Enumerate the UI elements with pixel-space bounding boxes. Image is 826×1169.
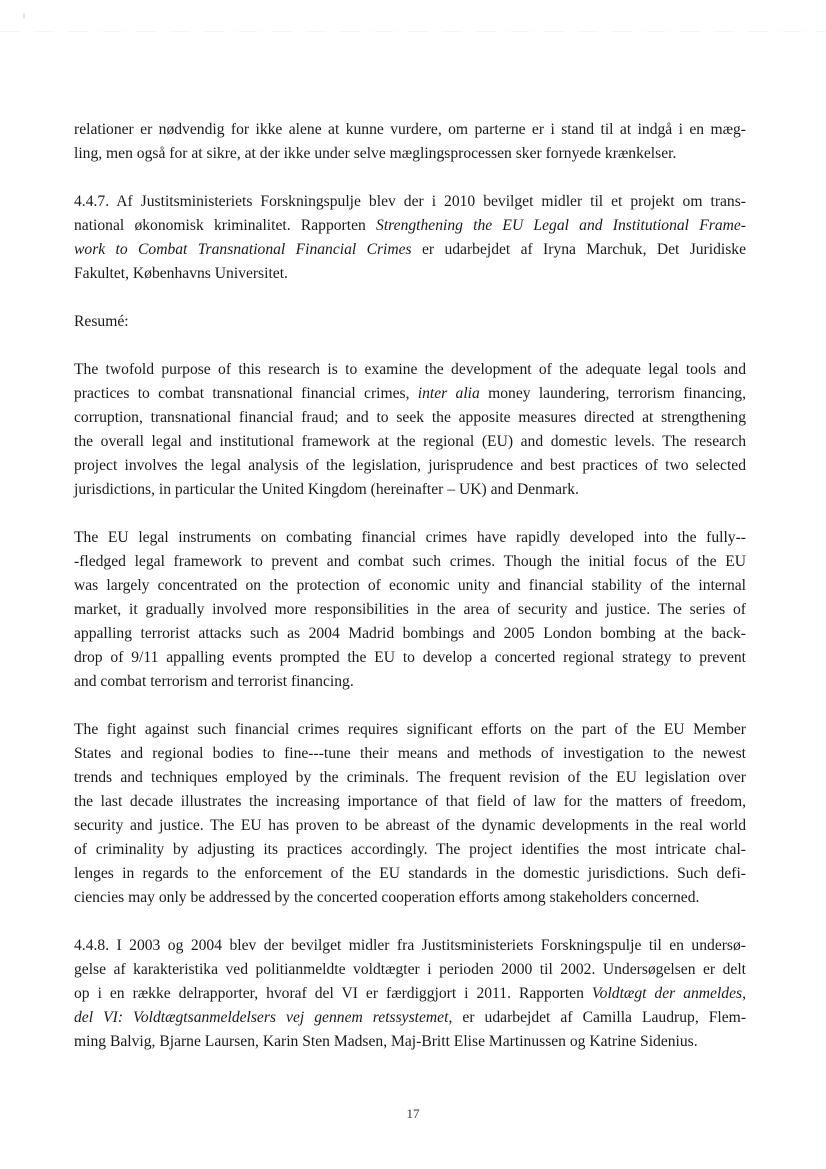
text-line xyxy=(74,526,746,550)
text-line xyxy=(74,862,746,886)
text-run: ming Balvig, Bjarne Laursen, Karin Sten Madsen, Maj-Britt Elise Martinussen og Katrine Sidenius. xyxy=(74,1033,698,1050)
text-run: Resumé: xyxy=(74,313,129,330)
text-line xyxy=(74,190,746,214)
text-line xyxy=(74,718,746,742)
text-line xyxy=(74,838,746,862)
text-run: trends and techniques employed by the criminals. The frequent revision of the EU legislation over xyxy=(74,769,746,786)
text-run: Fakultet, Københavns Universitet. xyxy=(74,265,288,282)
text-run: relationer er nødvendig for ikke alene at kunne vurdere, om parterne er i stand til at indgå i en mæg- xyxy=(74,121,746,138)
text-run: The fight against such financial crimes requires significant efforts on the part of the EU Member xyxy=(74,721,746,738)
text-run: practices to combat transnational financial crimes, xyxy=(74,385,418,402)
paragraph-resume-heading xyxy=(74,310,746,334)
text-run: The EU legal instruments on combating financial crimes have rapidly developed into the fully-- xyxy=(74,529,746,546)
text-run: of criminality by adjusting its practices accordingly. The project identifies the most intricate chal- xyxy=(74,841,746,858)
text-line xyxy=(74,622,746,646)
text-line xyxy=(74,238,746,262)
paragraph-abstract-p3 xyxy=(74,718,746,910)
scan-artifact-mark xyxy=(23,13,25,18)
text-line xyxy=(74,118,746,142)
page-number: 17 xyxy=(406,1106,420,1121)
text-run: national økonomisk kriminalitet. Rapporten xyxy=(74,217,377,234)
text-run: 4.4.7. Af Justitsministeriets Forskningspulje blev der i 2010 bevilget midler til et projekt om trans- xyxy=(74,193,746,210)
text-run: -fledged legal framework to prevent and combat such crimes. Though the initial focus of the EU xyxy=(74,553,746,570)
text-line xyxy=(74,262,746,286)
text-line xyxy=(74,814,746,838)
text-line xyxy=(74,406,746,430)
text-run: project involves the legal analysis of the legislation, jurisprudence and best practices of two selected xyxy=(74,457,746,474)
text-line xyxy=(74,1006,746,1030)
text-run: money laundering, terrorism financing, xyxy=(479,385,746,402)
text-line xyxy=(74,430,746,454)
scan-artifact-line xyxy=(0,31,826,32)
text-line xyxy=(74,358,746,382)
paragraph-section-4-4-8 xyxy=(74,934,746,1054)
text-line xyxy=(74,382,746,406)
italic-title: del VI: Voldtægtsanmeldelsers vej gennem retssystemet xyxy=(74,1009,449,1026)
text-line xyxy=(74,790,746,814)
text-run: ciencies may only be addressed by the concerted cooperation efforts among stakeholders concerned. xyxy=(74,889,700,906)
italic-title: inter alia xyxy=(417,385,480,402)
text-run: the last decade illustrates the increasing importance of that field of law for the matters of freedom, xyxy=(74,793,746,810)
text-run: security and justice. The EU has proven to be abreast of the dynamic developments in the real world xyxy=(74,817,746,834)
text-line xyxy=(74,982,746,1006)
text-line xyxy=(74,934,746,958)
text-run: , er udarbejdet af Camilla Laudrup, Flem- xyxy=(448,1009,747,1026)
text-run: States and regional bodies to fine---tune their means and methods of investigation to the newest xyxy=(74,745,746,762)
text-run: gelse af karakteristika ved politianmeldte voldtægter i perioden 2000 til 2002. Undersøgelsen er delt xyxy=(74,961,746,978)
italic-title: Voldtægt der anmeldes, xyxy=(591,985,746,1002)
text-run: market, it gradually involved more responsibilities in the area of security and justice. The series of xyxy=(74,601,746,618)
text-line xyxy=(74,886,746,910)
text-line xyxy=(74,478,746,502)
text-run: drop of 9/11 appalling events prompted the EU to develop a concerted regional strategy to prevent xyxy=(74,649,746,666)
paragraph-continuation xyxy=(74,118,746,166)
text-run: the overall legal and institutional framework at the regional (EU) and domestic levels. The research xyxy=(74,433,746,450)
text-line xyxy=(74,598,746,622)
text-run: corruption, transnational financial fraud; and to seek the apposite measures directed at strengthening xyxy=(74,409,746,426)
text-run: er udarbejdet af Iryna Marchuk, Det Juridiske xyxy=(411,241,746,258)
text-line xyxy=(74,958,746,982)
text-run: ling, men også for at sikre, at der ikke under selve mæglingsprocessen sker fornyede krænkelser. xyxy=(74,145,677,162)
text-line xyxy=(74,550,746,574)
text-line xyxy=(74,766,746,790)
text-run: was largely concentrated on the protection of economic unity and financial stability of the internal xyxy=(74,577,746,594)
text-line xyxy=(74,454,746,478)
text-run: appalling terrorist attacks such as 2004 Madrid bombings and 2005 London bombing at the back- xyxy=(74,625,746,642)
paragraph-section-4-4-7 xyxy=(74,190,746,286)
text-line xyxy=(74,670,746,694)
text-run: lenges in regards to the enforcement of the EU standards in the domestic jurisdictions. Such defi- xyxy=(74,865,746,882)
text-line xyxy=(74,142,746,166)
text-run: jurisdictions, in particular the United Kingdom (hereinafter – UK) and Denmark. xyxy=(74,481,579,498)
italic-title: Strengthening the EU Legal and Institutional Frame- xyxy=(376,217,746,234)
text-line xyxy=(74,742,746,766)
text-run: and combat terrorism and terrorist financing. xyxy=(74,673,354,690)
text-run: op i en række delrapporter, hvoraf del VI er færdiggjort i 2011. Rapporten xyxy=(74,985,592,1002)
text-line xyxy=(74,646,746,670)
text-run: 4.4.8. I 2003 og 2004 blev der bevilget midler fra Justitsministeriets Forskningspulje til en undersø- xyxy=(74,937,746,954)
italic-title: work to Combat Transnational Financial Crimes xyxy=(74,241,412,258)
paragraph-abstract-p1 xyxy=(74,358,746,502)
text-run: The twofold purpose of this research is to examine the development of the adequate legal tools and xyxy=(74,361,746,378)
text-line xyxy=(74,214,746,238)
text-line xyxy=(74,310,746,334)
text-line xyxy=(74,574,746,598)
paragraph-abstract-p2 xyxy=(74,526,746,694)
text-line xyxy=(74,1030,746,1054)
